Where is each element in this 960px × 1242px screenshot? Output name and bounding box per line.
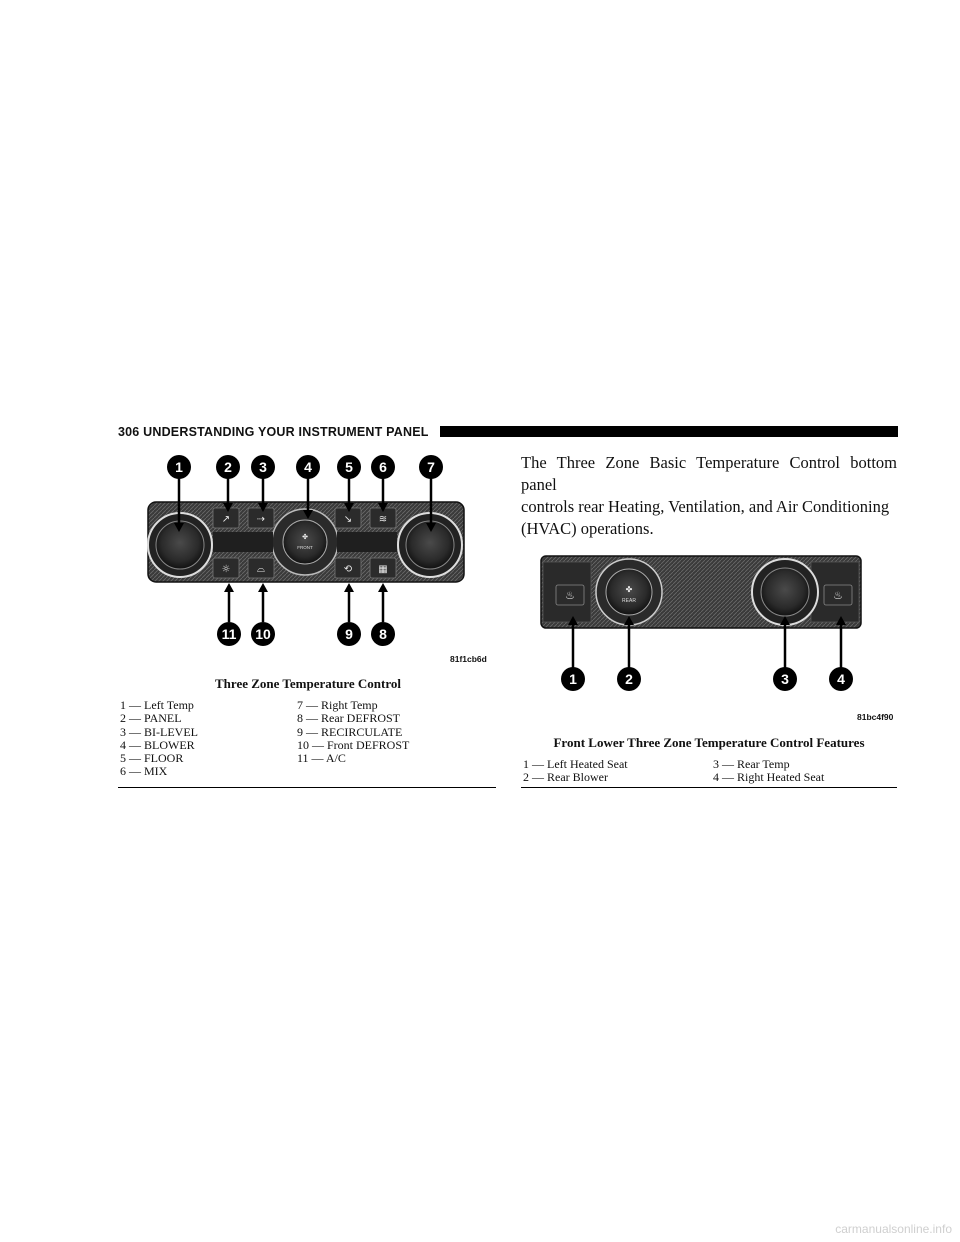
legend-item: 10 — Front DEFROST bbox=[297, 737, 410, 752]
figure2-caption: Front Lower Three Zone Temperature Control Features bbox=[553, 735, 865, 750]
callout-2: 2 bbox=[224, 459, 232, 475]
body-paragraph bbox=[521, 452, 897, 540]
figure-three-zone-control bbox=[118, 450, 498, 672]
callout-8: 8 bbox=[379, 626, 387, 642]
svg-text:↘: ↘ bbox=[343, 514, 353, 525]
legend-item: 7 — Right Temp bbox=[297, 698, 378, 712]
fig2-callout-4: 4 bbox=[837, 671, 845, 687]
fig2-callout-2: 2 bbox=[625, 671, 633, 687]
paragraph-line: (HVAC) operations. bbox=[521, 519, 654, 538]
fig2-callout-1: 1 bbox=[569, 671, 577, 687]
svg-text:▦: ▦ bbox=[378, 564, 388, 575]
legend-item: 6 — MIX bbox=[120, 764, 168, 779]
svg-text:♨: ♨ bbox=[833, 589, 843, 602]
figure1-caption: Three Zone Temperature Control bbox=[215, 676, 401, 691]
header-rule bbox=[440, 426, 898, 437]
legend-item: 2 — Rear Blower bbox=[523, 770, 608, 785]
legend-item: 9 — RECIRCULATE bbox=[297, 724, 403, 739]
rear-knob-label: REAR bbox=[622, 598, 636, 604]
svg-text:↗: ↗ bbox=[221, 514, 231, 525]
front-knob-label: FRONT bbox=[297, 545, 313, 550]
right-heated-seat-button bbox=[824, 585, 852, 605]
callout-3: 3 bbox=[259, 459, 267, 475]
legend-item: 8 — Rear DEFROST bbox=[297, 711, 400, 726]
figure-rear-control bbox=[521, 552, 897, 724]
bottom-callouts bbox=[217, 583, 395, 646]
rear-temp-knob bbox=[752, 559, 818, 625]
svg-text:✤: ✤ bbox=[625, 585, 633, 594]
svg-text:⌓: ⌓ bbox=[257, 564, 265, 575]
figure2-rule bbox=[521, 787, 897, 788]
callout-9: 9 bbox=[345, 626, 353, 642]
legend-item: 2 — PANEL bbox=[120, 711, 182, 726]
callout-10: 10 bbox=[255, 626, 271, 642]
legend-item: 5 — FLOOR bbox=[120, 751, 184, 766]
left-heated-seat-button bbox=[556, 585, 584, 605]
figure1-rule bbox=[118, 787, 496, 788]
three-zone-control-illustration bbox=[118, 450, 498, 672]
callout-6: 6 bbox=[379, 459, 387, 475]
callout-4: 4 bbox=[304, 459, 312, 475]
rear-control-illustration bbox=[521, 552, 897, 724]
figure1-legend bbox=[118, 699, 498, 779]
paragraph-line: The Three Zone Basic Temperature Control bottom panel bbox=[521, 453, 897, 494]
svg-text:≋: ≋ bbox=[378, 514, 388, 525]
legend-item: 4 — BLOWER bbox=[120, 737, 195, 752]
legend-item: 11 — A/C bbox=[297, 751, 346, 766]
callout-1: 1 bbox=[175, 459, 183, 475]
svg-text:☼: ☼ bbox=[221, 564, 231, 575]
rear-blower-knob bbox=[596, 559, 662, 625]
svg-text:✤: ✤ bbox=[302, 534, 308, 541]
legend-item: 1 — Left Temp bbox=[120, 698, 194, 712]
callout-7: 7 bbox=[427, 459, 435, 475]
figure2-image-id: 81bc4f90 bbox=[857, 712, 894, 722]
svg-text:⟲: ⟲ bbox=[343, 564, 353, 575]
paragraph-line: controls rear Heating, Ventilation, and Air Conditioning bbox=[521, 497, 890, 516]
legend-item: 3 — BI-LEVEL bbox=[120, 724, 198, 739]
legend-item: 1 — Left Heated Seat bbox=[523, 757, 628, 771]
callout-11: 11 bbox=[221, 626, 237, 642]
fig2-callout-3: 3 bbox=[781, 671, 789, 687]
svg-text:⇢: ⇢ bbox=[256, 514, 266, 525]
blower-knob bbox=[272, 509, 338, 575]
page-header-title: 306 UNDERSTANDING YOUR INSTRUMENT PANEL bbox=[118, 425, 429, 439]
page-header bbox=[118, 423, 898, 441]
watermark: carmanualsonline.info bbox=[835, 1222, 952, 1236]
figure2-legend bbox=[521, 758, 897, 786]
figure1-image-id: 81f1cb6d bbox=[450, 654, 487, 664]
callout-5: 5 bbox=[345, 459, 353, 475]
legend-item: 4 — Right Heated Seat bbox=[713, 770, 825, 785]
svg-text:♨: ♨ bbox=[565, 589, 575, 602]
legend-item: 3 — Rear Temp bbox=[713, 757, 790, 771]
